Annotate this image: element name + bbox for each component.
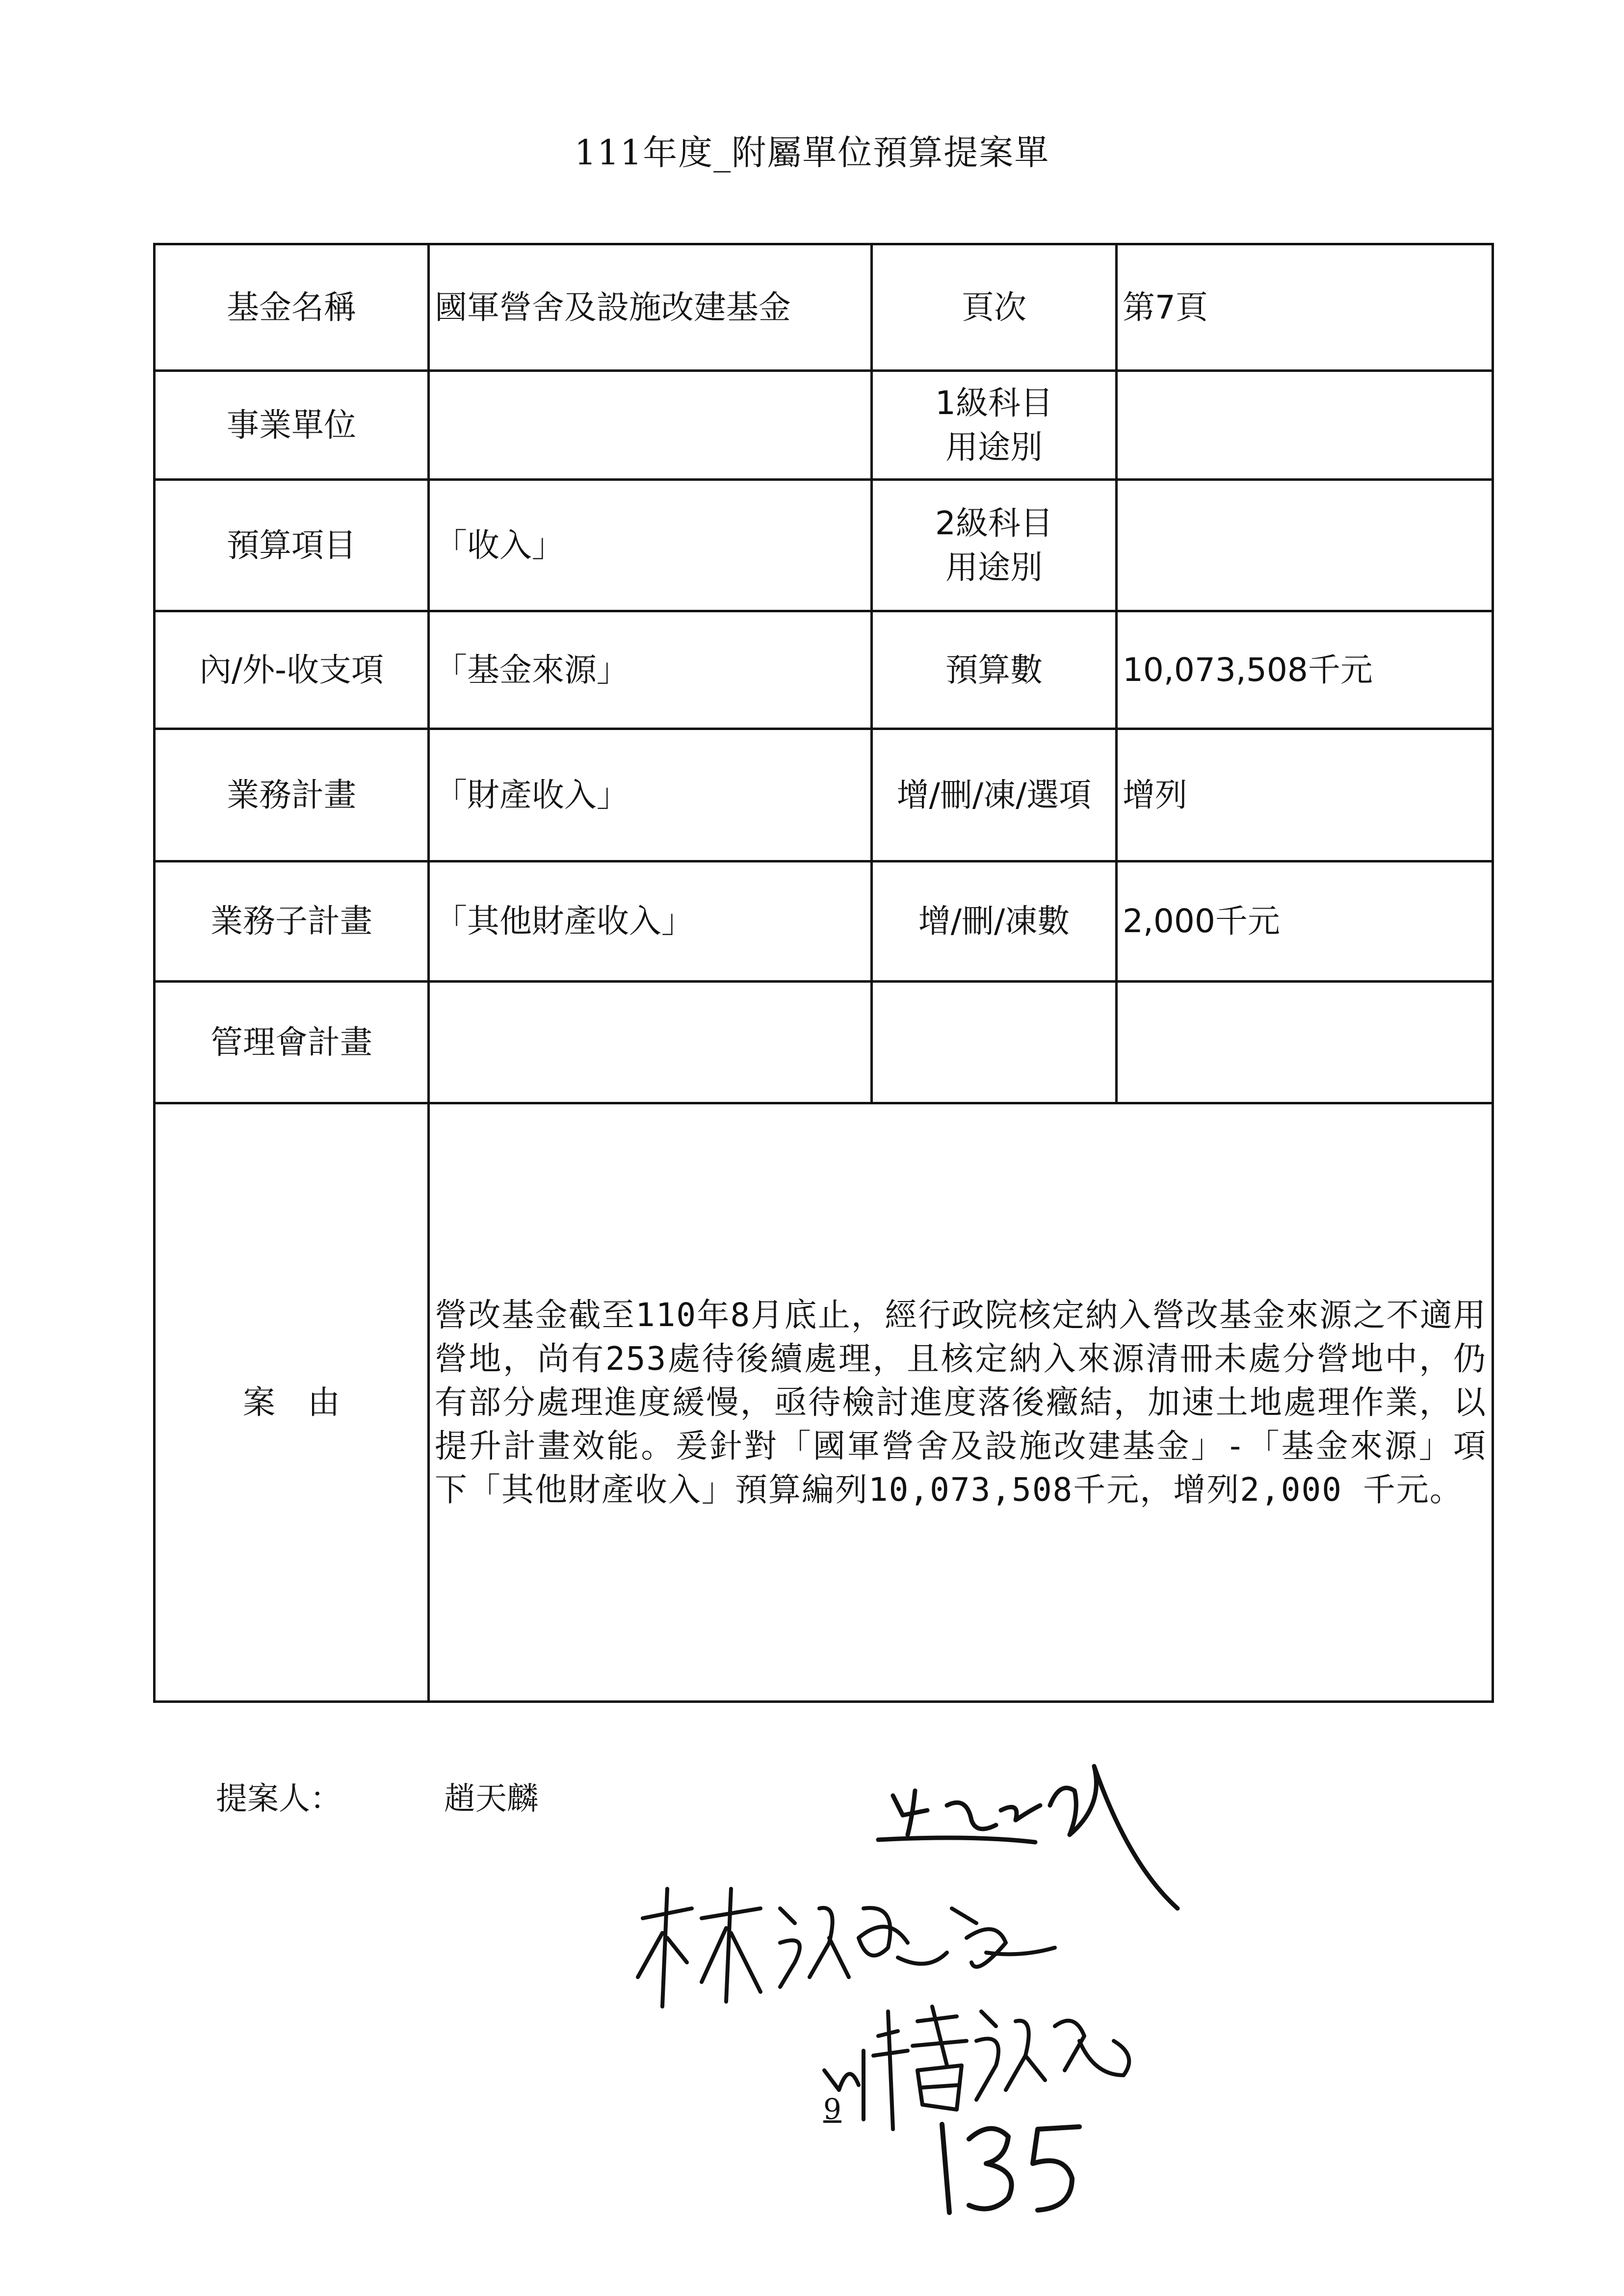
business-unit-label: 事業單位 [155, 371, 429, 480]
reason-label: 案 由 [155, 1103, 429, 1702]
table-row [155, 1103, 1493, 1702]
proposal-table [153, 243, 1494, 1703]
table-row [155, 371, 1493, 480]
action-amount-label: 增/刪/凍數 [871, 861, 1116, 982]
table-row [155, 861, 1493, 982]
handwritten-digit-3 [969, 2129, 1012, 2209]
management-plan-value [428, 982, 871, 1103]
level1-subject-value [1116, 371, 1493, 480]
sub-plan-label: 業務子計畫 [155, 861, 429, 982]
reason-text: 營改基金截至110年8月底止，經行政院核定納入營改基金來源之不適用營地，尚有253處待後續處理，且核定納入來源清冊未處分營地中，仍有部分處理進度緩慢，亟待檢討進度落後癥結，加速土地處理作業，以提升計畫效能。爰針對「國軍營舍及設施改建基金」-「基金來源」項下「其他財產收入」預算編列10,073,508千元，增列2,000 千元。 [428, 1103, 1493, 1702]
business-unit-value [428, 371, 871, 480]
budget-amount-value: 10,073,508千元 [1116, 611, 1493, 729]
proposer-name: 趙天麟 [444, 1781, 538, 1817]
table-row [155, 244, 1493, 371]
table-row [155, 982, 1493, 1103]
handwritten-digit-1 [942, 2124, 949, 2213]
fund-name-label: 基金名稱 [155, 244, 429, 371]
income-expense-label: 內/外-收支項 [155, 611, 429, 729]
level1-subject-label: 1級科目 用途別 [871, 371, 1116, 480]
action-option-value: 增列 [1116, 729, 1493, 861]
empty-value [1116, 982, 1493, 1103]
business-plan-label: 業務計畫 [155, 729, 429, 861]
table-row [155, 480, 1493, 611]
handwritten-digit-5 [1033, 2127, 1079, 2210]
management-plan-label: 管理會計畫 [155, 982, 429, 1103]
income-expense-value: 「基金來源」 [428, 611, 871, 729]
budget-item-value: 「收入」 [428, 480, 871, 611]
business-plan-value: 「財產收入」 [428, 729, 871, 861]
level2-subject-value [1116, 480, 1493, 611]
action-option-label: 增/刪/凍/選項 [871, 729, 1116, 861]
handwritten-number [922, 2114, 1099, 2222]
empty-label [871, 982, 1116, 1103]
action-amount-value: 2,000千元 [1116, 861, 1493, 982]
proposer-label: 提案人： [216, 1781, 341, 1817]
table-row [155, 611, 1493, 729]
page-label: 頁次 [871, 244, 1116, 371]
fund-name-value: 國軍營舍及設施改建基金 [428, 244, 871, 371]
level2-subject-label: 2級科目 用途別 [871, 480, 1116, 611]
sub-plan-value: 「其他財產收入」 [428, 861, 871, 982]
page-number: 9 [823, 2092, 841, 2126]
table-row [155, 729, 1493, 861]
budget-amount-label: 預算數 [871, 611, 1116, 729]
page-value: 第7頁 [1116, 244, 1493, 371]
budget-item-label: 預算項目 [155, 480, 429, 611]
form-title: 111年度_附屬單位預算提案單 [574, 132, 1050, 173]
